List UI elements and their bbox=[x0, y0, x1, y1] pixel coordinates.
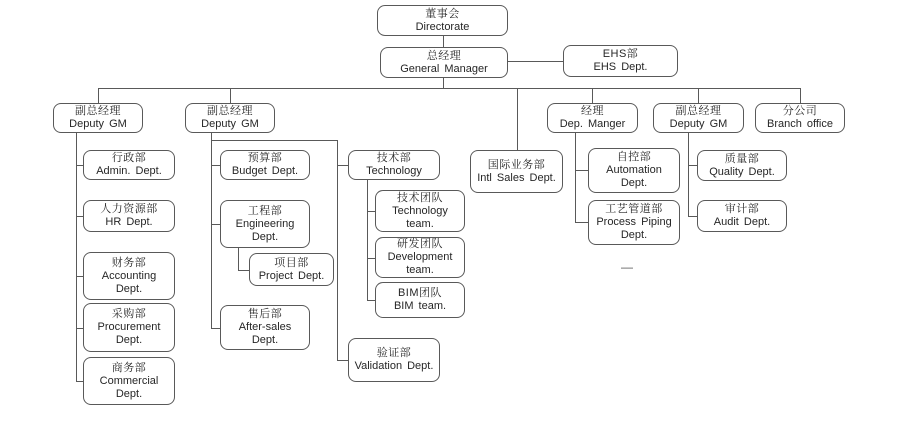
org-node-label-zh: EHS部 bbox=[602, 48, 639, 60]
org-node-label-zh: BIM团队 bbox=[397, 287, 443, 299]
connector-line-vertical bbox=[517, 88, 518, 150]
connector-line-vertical bbox=[698, 88, 699, 103]
connector-line-horizontal bbox=[211, 328, 220, 329]
org-node-procurement-dept bbox=[83, 303, 175, 352]
org-node-label-en: Process Piping Dept. bbox=[596, 216, 672, 241]
org-node-label-zh: 国际业务部 bbox=[487, 158, 546, 171]
org-node-directorate bbox=[377, 5, 508, 36]
connector-line-horizontal bbox=[508, 61, 563, 62]
connector-line-horizontal bbox=[367, 211, 375, 212]
org-node-deputy-gm-3 bbox=[653, 103, 744, 133]
org-node-label-zh: 预算部 bbox=[247, 152, 283, 164]
org-node-accounting-dept bbox=[83, 252, 175, 300]
connector-line-horizontal bbox=[688, 216, 697, 217]
org-node-label-en: Budget Dept. bbox=[231, 165, 299, 177]
org-node-label-en: Deputy GM bbox=[201, 118, 259, 130]
org-node-label-zh: 总经理 bbox=[426, 49, 462, 62]
connector-line-horizontal bbox=[575, 222, 588, 223]
org-node-label-en: Validation Dept. bbox=[354, 360, 434, 372]
org-node-quality-dept bbox=[697, 150, 787, 181]
org-node-automation-dept bbox=[588, 148, 680, 193]
connector-line-horizontal bbox=[76, 276, 83, 277]
org-node-label-zh: 商务部 bbox=[111, 361, 147, 374]
org-node-label-en: Project Dept. bbox=[258, 269, 325, 282]
connector-line-vertical bbox=[443, 36, 444, 47]
connector-line-horizontal bbox=[367, 258, 375, 259]
org-node-technology-dept bbox=[348, 150, 440, 180]
org-node-label-en: Automation Dept. bbox=[606, 164, 662, 189]
org-node-deputy-gm-1 bbox=[53, 103, 143, 133]
org-node-label-en: Procurement Dept. bbox=[97, 321, 161, 346]
connector-line-horizontal bbox=[337, 360, 348, 361]
connector-line-horizontal bbox=[688, 165, 697, 166]
org-node-commercial-dept bbox=[83, 357, 175, 405]
org-node-label-zh: 验证部 bbox=[376, 347, 412, 359]
org-node-label-en: Development team. bbox=[387, 251, 453, 276]
connector-line-horizontal bbox=[367, 300, 375, 301]
org-node-label-zh: 副总经理 bbox=[207, 105, 253, 117]
org-node-label-zh: 技术团队 bbox=[397, 191, 443, 204]
connector-line-vertical bbox=[688, 133, 689, 216]
org-node-ehs-dept bbox=[563, 45, 678, 77]
org-node-after-sales-dept bbox=[220, 305, 310, 350]
connector-line-horizontal bbox=[76, 381, 83, 382]
org-node-label-zh: 分公司 bbox=[782, 105, 818, 117]
connector-line-horizontal bbox=[98, 88, 800, 89]
org-node-label-en: After-sales Dept. bbox=[238, 321, 292, 346]
org-node-label-en: Deputy GM bbox=[69, 118, 127, 130]
org-node-label-en: Commercial Dept. bbox=[99, 374, 159, 400]
org-node-bim-team bbox=[375, 282, 465, 318]
connector-line-vertical bbox=[337, 140, 338, 360]
connector-line-vertical bbox=[76, 133, 77, 381]
connector-line-vertical bbox=[367, 180, 368, 300]
connector-line-horizontal bbox=[211, 165, 220, 166]
org-node-label-en: Audit Dept. bbox=[713, 216, 771, 228]
org-node-budget-dept bbox=[220, 150, 310, 180]
org-node-label-en: BIM team. bbox=[393, 300, 447, 312]
connector-line-horizontal bbox=[211, 224, 220, 225]
org-node-label-zh: 工程部 bbox=[247, 204, 283, 217]
connector-line-vertical bbox=[238, 248, 239, 270]
org-node-label-zh: 董事会 bbox=[425, 7, 460, 20]
connector-line-vertical bbox=[800, 88, 801, 103]
org-node-label-en: EHS Dept. bbox=[593, 61, 648, 73]
org-node-technology-team bbox=[375, 190, 465, 232]
connector-line-horizontal bbox=[238, 270, 249, 271]
connector-line-vertical bbox=[211, 133, 212, 328]
org-node-label-zh: 技术部 bbox=[376, 152, 412, 164]
connector-line-horizontal bbox=[575, 170, 588, 171]
org-node-label-zh: 财务部 bbox=[111, 256, 147, 269]
connector-line-vertical bbox=[592, 88, 593, 103]
org-node-label-zh: 工艺管道部 bbox=[605, 203, 663, 215]
org-node-branch-office bbox=[755, 103, 845, 133]
org-node-label-en: Deputy GM bbox=[669, 118, 728, 130]
org-node-label-en: Branch office bbox=[766, 118, 833, 130]
org-node-label-en: Quality Dept. bbox=[709, 165, 775, 178]
org-node-label-zh: 自控部 bbox=[616, 151, 652, 163]
connector-line-vertical bbox=[230, 88, 231, 103]
org-node-label-en: Accounting Dept. bbox=[101, 269, 157, 295]
connector-line-vertical bbox=[575, 133, 576, 222]
org-node-admin-dept bbox=[83, 150, 175, 180]
org-node-label-en: Technology bbox=[366, 165, 422, 177]
org-node-intl-sales-dept bbox=[470, 150, 563, 193]
org-node-validation-dept bbox=[348, 338, 440, 382]
org-node-label-en: HR Dept. bbox=[105, 216, 153, 228]
org-node-label-en: Dep. Manger bbox=[559, 118, 626, 130]
org-node-dep-manager bbox=[547, 103, 638, 133]
org-node-general-manager bbox=[380, 47, 508, 78]
org-node-label-zh: 副总经理 bbox=[75, 105, 121, 117]
org-node-label-en: General Manager bbox=[400, 62, 488, 75]
org-node-label-zh: 经理 bbox=[581, 105, 604, 117]
connector-line-horizontal bbox=[76, 216, 83, 217]
connector-line-horizontal bbox=[337, 165, 348, 166]
connector-line-vertical bbox=[98, 88, 99, 103]
org-node-process-piping-dept bbox=[588, 200, 680, 245]
org-node-deputy-gm-2 bbox=[185, 103, 275, 133]
org-node-hr-dept bbox=[83, 200, 175, 232]
org-node-development-team bbox=[375, 237, 465, 278]
connector-line-horizontal bbox=[76, 328, 83, 329]
org-node-label-zh: 副总经理 bbox=[675, 105, 722, 117]
connector-line-vertical bbox=[443, 78, 444, 88]
org-node-label-zh: 质量部 bbox=[724, 152, 760, 165]
connector-line-horizontal bbox=[211, 140, 337, 141]
connector-line-horizontal bbox=[76, 165, 83, 166]
org-node-label-zh: 售后部 bbox=[247, 308, 283, 320]
org-node-label-en: Engineering Dept. bbox=[235, 217, 295, 243]
org-node-label-zh: 研发团队 bbox=[397, 238, 443, 250]
org-node-project-dept bbox=[249, 253, 334, 286]
org-node-label-zh: 采购部 bbox=[111, 308, 147, 320]
org-node-audit-dept bbox=[697, 200, 787, 232]
org-node-label-en: Technology team. bbox=[392, 204, 448, 230]
org-node-label-en: Intl Sales Dept. bbox=[477, 171, 556, 184]
org-node-engineering-dept bbox=[220, 200, 310, 248]
stray-dash: — bbox=[621, 260, 633, 274]
org-node-label-en: Directorate bbox=[415, 20, 470, 33]
org-node-label-zh: 项目部 bbox=[274, 256, 309, 269]
org-node-label-en: Admin. Dept. bbox=[96, 165, 162, 177]
org-node-label-zh: 审计部 bbox=[724, 203, 760, 215]
org-node-label-zh: 行政部 bbox=[111, 152, 147, 164]
org-node-label-zh: 人力资源部 bbox=[100, 203, 158, 215]
